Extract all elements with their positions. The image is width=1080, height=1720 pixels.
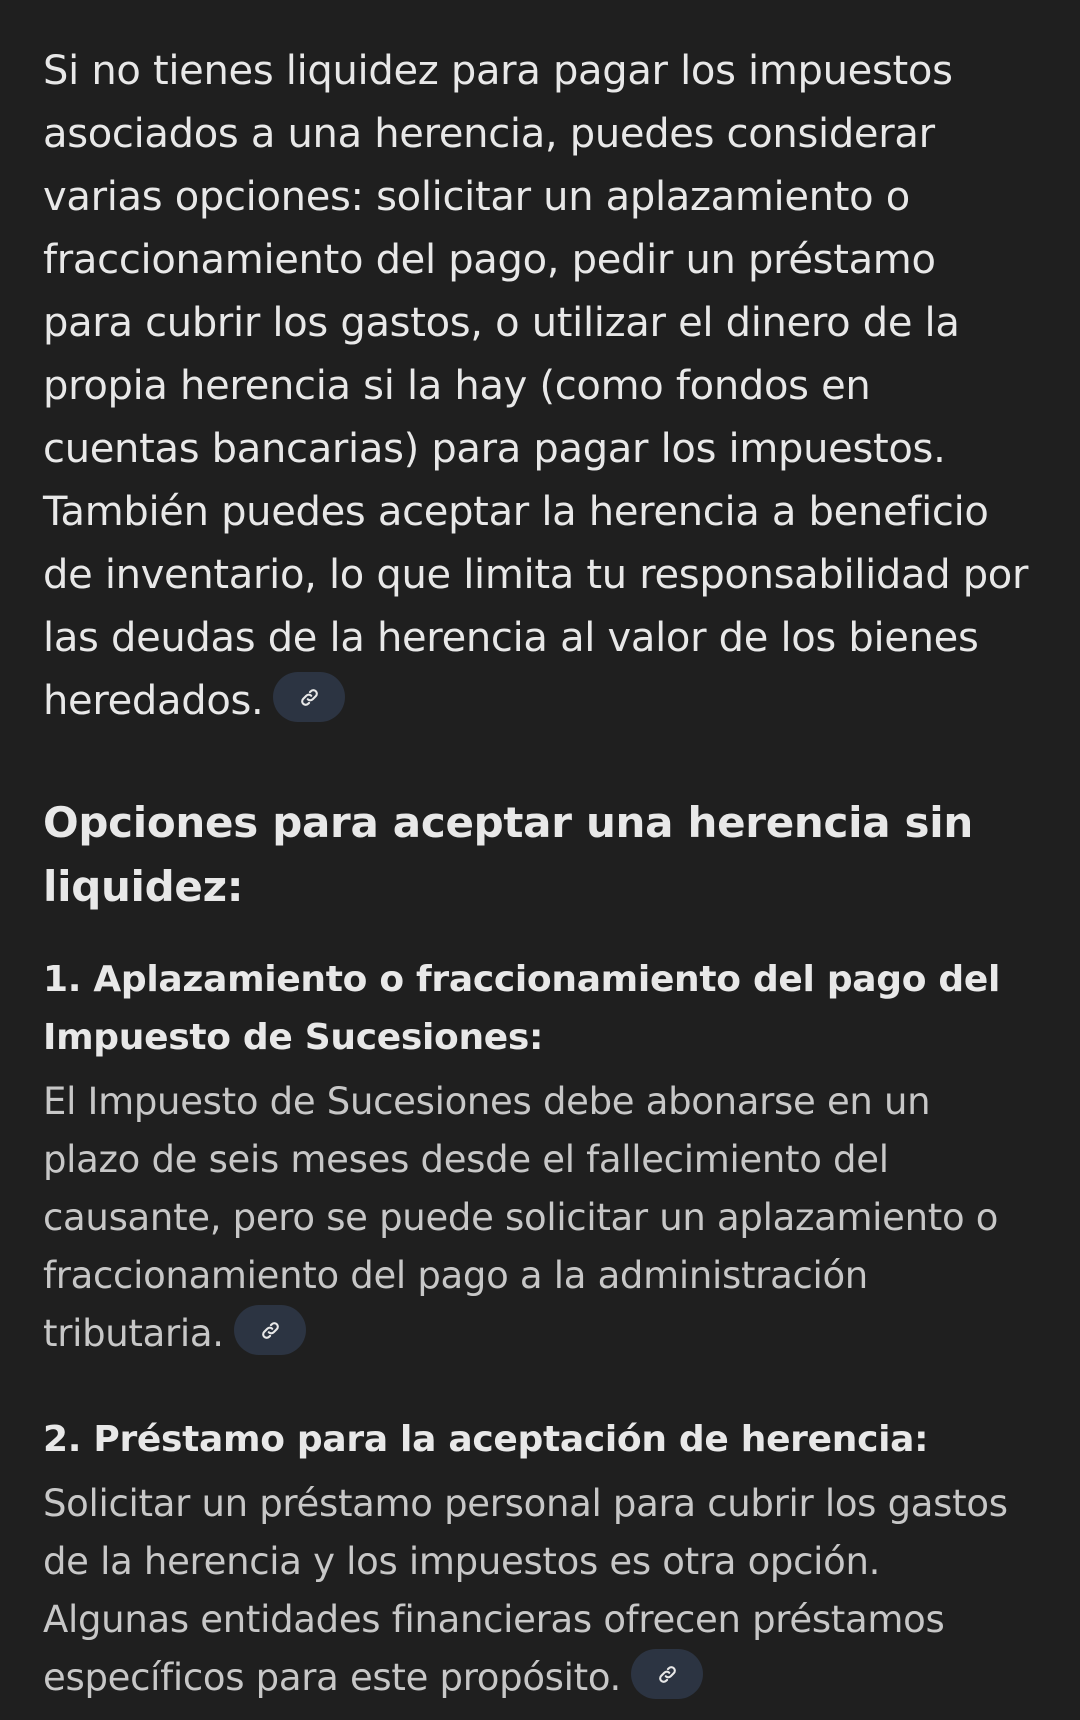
intro-text: Si no tienes liquidez para pagar los impuestos asociados a una herencia, puedes considerar varias opciones: solicitar un aplazamiento o fraccionamiento del pago, pedir un préstamo para cubrir los gastos, o utilizar el dinero de la propia herencia si la hay (como fondos en cuentas bancarias) para pagar los impuestos. También puedes aceptar la herencia a beneficio de inventario, lo que limita tu responsabilidad por las deudas de la herencia al valor de los bienes heredados. (43, 48, 1029, 724)
source-link-chip[interactable] (234, 1305, 306, 1355)
item-body-text-2: Solicitar un préstamo personal para cubrir los gastos de la herencia y los impuestos es otra opción. Algunas entidades financieras ofrecen préstamos específicos para este propósito. (43, 1482, 1008, 1699)
intro-paragraph (43, 40, 1033, 733)
item-body-1 (43, 1073, 1033, 1363)
response-content (43, 40, 1033, 1707)
section-heading: Opciones para aceptar una herencia sin liquidez: (43, 798, 973, 911)
item-title-1: 1. Aplazamiento o fraccionamiento del pago del Impuesto de Sucesiones: (43, 959, 1001, 1058)
link-icon (299, 687, 320, 708)
item-title-2: 2. Préstamo para la aceptación de herencia: (43, 1419, 929, 1460)
source-link-chip[interactable] (631, 1649, 703, 1699)
item-body-text-1: El Impuesto de Sucesiones debe abonarse en un plazo de seis meses desde el fallecimiento del causante, pero se puede solicitar un aplazamiento o fraccionamiento del pago a la administración tributaria. (43, 1080, 999, 1355)
link-icon (657, 1664, 678, 1685)
item-body-2 (43, 1475, 1033, 1707)
source-link-chip[interactable] (273, 672, 345, 722)
link-icon (260, 1320, 281, 1341)
